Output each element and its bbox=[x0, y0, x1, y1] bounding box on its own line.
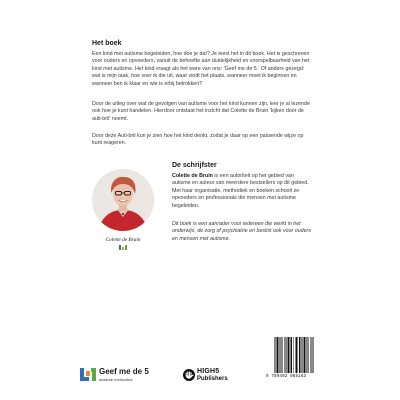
barcode-digits: 9 789492 985163 bbox=[266, 374, 307, 379]
section-heading-author: De schrijfster bbox=[172, 162, 217, 169]
section-heading-book: Het boek bbox=[92, 40, 122, 47]
paragraph-3: Door deze Auti-bril kun je zien hoe het kind denkt, zodat je daar op een passende wijze op kunt reageren. bbox=[92, 133, 304, 147]
publisher-sub: Publishers bbox=[197, 376, 228, 382]
author-caption: Colette de Bruin bbox=[105, 237, 141, 243]
hand-icon bbox=[183, 369, 195, 381]
author-bio-text: is een autoriteit op het gebied van autisme en auteur van meerdere bestsellers op dit gebied. Met haar organisatie, methodiek en boeken schoolt ze opvoeders en professionals die mensen met autisme begeleiden. bbox=[172, 173, 309, 209]
paragraph-2: Door de uitleg over wat de gevolgen van autisme voor het kind kunnen zijn, leer je al lezende ook hoe je kunt handelen. Hierdoor ontstaat het inzicht dat Colette de Bruin 'kijken door de auti-bril' noemt. bbox=[92, 101, 310, 122]
geef-me-de-5-logo-icon bbox=[80, 368, 96, 381]
recommendation-quote: Dit boek is een aanrader voor iedereen die werkt in het onderwijs, de zorg of psychiatrie en beslist ook voor ouders en mensen met autisme. bbox=[172, 221, 311, 242]
author-photo bbox=[92, 169, 154, 231]
author-name-bold: Colette de Bruin bbox=[172, 173, 213, 179]
intro-paragraph: Een kind met autisme begeleiden, hoe doe je dat? Je leest het in dit boek. Het is geschreven voor ouders en opvoeders, vanuit de behoefte aan duidelijkheid en voorspelbaarheid van het kind met autisme. Het kind vraagt als het ware van ons: 'Geef me de 5.' Of anders gezegd: wat is mijn taak, hoe voer ik die uit, waar vindt het plaats, wanneer moet ik beginnen en wanneer ben ik klaar en wie is erbij betrokken? bbox=[92, 51, 310, 87]
method-logo-small-icon bbox=[119, 245, 127, 250]
author-bio bbox=[172, 173, 312, 210]
brand-subtitle: autisme methodiek bbox=[99, 377, 133, 382]
isbn-barcode bbox=[266, 337, 322, 381]
brand-title: Geef me de 5 bbox=[99, 367, 149, 376]
publisher-name: HIGH5 bbox=[197, 368, 220, 375]
barcode-bars bbox=[274, 337, 322, 373]
